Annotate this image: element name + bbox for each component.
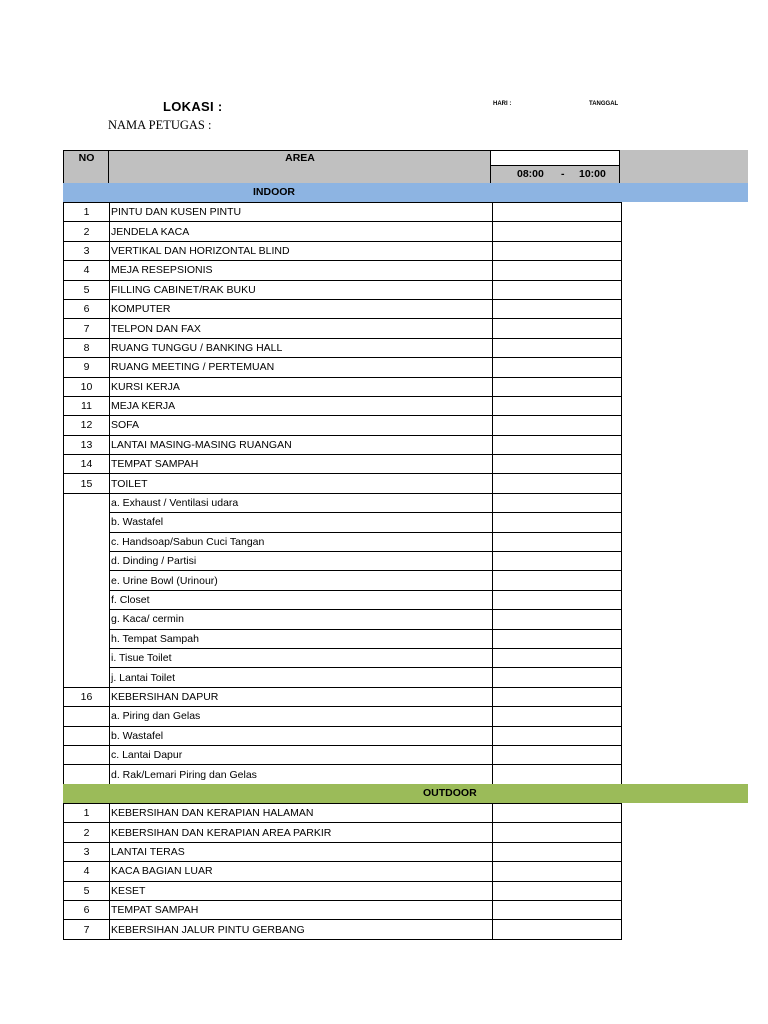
row-number: 12 bbox=[64, 416, 110, 435]
row-area: TEMPAT SAMPAH bbox=[110, 900, 493, 919]
table-row bbox=[64, 338, 622, 357]
row-number: 13 bbox=[64, 435, 110, 454]
hari-label: HARI : bbox=[493, 101, 512, 107]
row-area: b. Wastafel bbox=[110, 726, 493, 745]
row-area: i. Tisue Toilet bbox=[110, 648, 493, 667]
row-area: KEBERSIHAN JALUR PINTU GERBANG bbox=[110, 920, 493, 939]
table-row bbox=[64, 299, 622, 318]
row-check-cell[interactable] bbox=[493, 416, 622, 435]
table-row bbox=[64, 241, 622, 260]
row-number bbox=[64, 668, 110, 687]
lokasi-label: LOKASI : bbox=[163, 99, 223, 114]
header-no-cell bbox=[63, 150, 110, 184]
indoor-title: INDOOR bbox=[253, 186, 295, 198]
row-check-cell[interactable] bbox=[493, 513, 622, 532]
row-area: KEBERSIHAN DAN KERAPIAN AREA PARKIR bbox=[110, 823, 493, 842]
table-row bbox=[64, 474, 622, 493]
row-area: f. Closet bbox=[110, 590, 493, 609]
row-check-cell[interactable] bbox=[493, 241, 622, 260]
row-number bbox=[64, 765, 110, 784]
row-number: 8 bbox=[64, 338, 110, 357]
row-number: 4 bbox=[64, 261, 110, 280]
row-check-cell[interactable] bbox=[493, 862, 622, 881]
row-check-cell[interactable] bbox=[493, 920, 622, 939]
row-check-cell[interactable] bbox=[493, 532, 622, 551]
row-check-cell[interactable] bbox=[493, 319, 622, 338]
row-number: 4 bbox=[64, 862, 110, 881]
row-number: 15 bbox=[64, 474, 110, 493]
row-check-cell[interactable] bbox=[493, 280, 622, 299]
row-check-cell[interactable] bbox=[493, 493, 622, 512]
row-area: KESET bbox=[110, 881, 493, 900]
row-check-cell[interactable] bbox=[493, 842, 622, 861]
row-area: e. Urine Bowl (Urinour) bbox=[110, 571, 493, 590]
table-row bbox=[64, 552, 622, 571]
row-number bbox=[64, 629, 110, 648]
row-area: PINTU DAN KUSEN PINTU bbox=[110, 203, 493, 222]
row-check-cell[interactable] bbox=[493, 610, 622, 629]
row-check-cell[interactable] bbox=[493, 396, 622, 415]
time-separator: - bbox=[561, 168, 565, 180]
row-check-cell[interactable] bbox=[493, 804, 622, 823]
table-row bbox=[64, 493, 622, 512]
row-number: 14 bbox=[64, 455, 110, 474]
table-row bbox=[64, 513, 622, 532]
row-area: c. Handsoap/Sabun Cuci Tangan bbox=[110, 532, 493, 551]
row-number: 2 bbox=[64, 222, 110, 241]
row-area: KEBERSIHAN DAN KERAPIAN HALAMAN bbox=[110, 804, 493, 823]
nama-petugas-label: NAMA PETUGAS : bbox=[108, 118, 212, 132]
table-row bbox=[64, 687, 622, 706]
row-check-cell[interactable] bbox=[493, 881, 622, 900]
row-number bbox=[64, 610, 110, 629]
row-number bbox=[64, 648, 110, 667]
row-check-cell[interactable] bbox=[493, 629, 622, 648]
row-area: j. Lantai Toilet bbox=[110, 668, 493, 687]
row-area: LANTAI TERAS bbox=[110, 842, 493, 861]
table-row bbox=[64, 590, 622, 609]
row-number: 6 bbox=[64, 299, 110, 318]
row-check-cell[interactable] bbox=[493, 435, 622, 454]
table-row bbox=[64, 319, 622, 338]
row-area: KOMPUTER bbox=[110, 299, 493, 318]
table-row bbox=[64, 416, 622, 435]
row-number: 7 bbox=[64, 319, 110, 338]
row-area: RUANG MEETING / PERTEMUAN bbox=[110, 358, 493, 377]
row-area: b. Wastafel bbox=[110, 513, 493, 532]
table-row bbox=[64, 668, 622, 687]
row-check-cell[interactable] bbox=[493, 668, 622, 687]
row-area: JENDELA KACA bbox=[110, 222, 493, 241]
row-area: MEJA KERJA bbox=[110, 396, 493, 415]
outdoor-band bbox=[63, 784, 748, 803]
row-number: 7 bbox=[64, 920, 110, 939]
row-number: 2 bbox=[64, 823, 110, 842]
row-check-cell[interactable] bbox=[493, 745, 622, 764]
row-number bbox=[64, 707, 110, 726]
row-check-cell[interactable] bbox=[493, 900, 622, 919]
row-area: KURSI KERJA bbox=[110, 377, 493, 396]
table-row bbox=[64, 842, 622, 861]
table-row bbox=[64, 726, 622, 745]
row-number: 5 bbox=[64, 280, 110, 299]
row-number: 10 bbox=[64, 377, 110, 396]
table-row bbox=[64, 435, 622, 454]
row-check-cell[interactable] bbox=[493, 261, 622, 280]
row-check-cell[interactable] bbox=[493, 455, 622, 474]
row-number bbox=[64, 571, 110, 590]
table-row bbox=[64, 222, 622, 241]
table-row bbox=[64, 920, 622, 939]
row-area: d. Dinding / Partisi bbox=[110, 552, 493, 571]
row-check-cell[interactable] bbox=[493, 552, 622, 571]
row-number: 16 bbox=[64, 687, 110, 706]
table-row bbox=[64, 881, 622, 900]
row-check-cell[interactable] bbox=[493, 765, 622, 784]
table-row bbox=[64, 765, 622, 784]
row-number bbox=[64, 726, 110, 745]
table-row bbox=[64, 900, 622, 919]
row-area: FILLING CABINET/RAK BUKU bbox=[110, 280, 493, 299]
outdoor-table bbox=[63, 803, 622, 940]
indoor-band bbox=[63, 183, 748, 202]
row-check-cell[interactable] bbox=[493, 474, 622, 493]
table-row bbox=[64, 823, 622, 842]
row-check-cell[interactable] bbox=[493, 338, 622, 357]
row-area: c. Lantai Dapur bbox=[110, 745, 493, 764]
row-area: TEMPAT SAMPAH bbox=[110, 455, 493, 474]
row-number bbox=[64, 532, 110, 551]
row-number: 9 bbox=[64, 358, 110, 377]
row-area: SOFA bbox=[110, 416, 493, 435]
row-number: 6 bbox=[64, 900, 110, 919]
row-area: g. Kaca/ cermin bbox=[110, 610, 493, 629]
row-number: 1 bbox=[64, 203, 110, 222]
table-row bbox=[64, 862, 622, 881]
outdoor-title: OUTDOOR bbox=[423, 787, 477, 799]
table-row bbox=[64, 707, 622, 726]
row-check-cell[interactable] bbox=[493, 726, 622, 745]
table-row bbox=[64, 280, 622, 299]
row-check-cell[interactable] bbox=[493, 222, 622, 241]
tanggal-label: TANGGAL bbox=[589, 101, 619, 107]
table-row bbox=[64, 396, 622, 415]
table-row bbox=[64, 804, 622, 823]
row-number: 1 bbox=[64, 804, 110, 823]
row-check-cell[interactable] bbox=[493, 377, 622, 396]
row-check-cell[interactable] bbox=[493, 648, 622, 667]
row-check-cell[interactable] bbox=[493, 590, 622, 609]
row-area: TELPON DAN FAX bbox=[110, 319, 493, 338]
row-area: LANTAI MASING-MASING RUANGAN bbox=[110, 435, 493, 454]
row-area: MEJA RESEPSIONIS bbox=[110, 261, 493, 280]
row-number bbox=[64, 745, 110, 764]
table-row bbox=[64, 610, 622, 629]
header-time-cell bbox=[490, 165, 620, 184]
row-number: 5 bbox=[64, 881, 110, 900]
row-check-cell[interactable] bbox=[493, 358, 622, 377]
row-area: VERTIKAL DAN HORIZONTAL BLIND bbox=[110, 241, 493, 260]
row-check-cell[interactable] bbox=[493, 823, 622, 842]
table-row bbox=[64, 455, 622, 474]
row-check-cell[interactable] bbox=[493, 571, 622, 590]
table-row bbox=[64, 203, 622, 222]
row-check-cell[interactable] bbox=[493, 687, 622, 706]
header-no: NO bbox=[78, 152, 95, 164]
table-row bbox=[64, 571, 622, 590]
row-number: 3 bbox=[64, 842, 110, 861]
row-area: RUANG TUNGGU / BANKING HALL bbox=[110, 338, 493, 357]
table-row bbox=[64, 261, 622, 280]
row-number bbox=[64, 552, 110, 571]
header-area: AREA bbox=[285, 152, 315, 164]
row-area: TOILET bbox=[110, 474, 493, 493]
row-number bbox=[64, 493, 110, 512]
header-area-cell bbox=[108, 150, 492, 184]
row-number: 3 bbox=[64, 241, 110, 260]
row-check-cell[interactable] bbox=[493, 299, 622, 318]
row-area: d. Rak/Lemari Piring dan Gelas bbox=[110, 765, 493, 784]
table-row bbox=[64, 629, 622, 648]
table-row bbox=[64, 745, 622, 764]
row-number bbox=[64, 590, 110, 609]
row-area: a. Piring dan Gelas bbox=[110, 707, 493, 726]
row-area: KEBERSIHAN DAPUR bbox=[110, 687, 493, 706]
row-area: KACA BAGIAN LUAR bbox=[110, 862, 493, 881]
row-check-cell[interactable] bbox=[493, 203, 622, 222]
time-end: 10:00 bbox=[579, 168, 606, 180]
row-area: a. Exhaust / Ventilasi udara bbox=[110, 493, 493, 512]
row-number bbox=[64, 513, 110, 532]
row-area: h. Tempat Sampah bbox=[110, 629, 493, 648]
table-row bbox=[64, 648, 622, 667]
table-row bbox=[64, 532, 622, 551]
indoor-table bbox=[63, 202, 622, 785]
time-start: 08:00 bbox=[517, 168, 544, 180]
row-check-cell[interactable] bbox=[493, 707, 622, 726]
table-row bbox=[64, 377, 622, 396]
row-number: 11 bbox=[64, 396, 110, 415]
table-row bbox=[64, 358, 622, 377]
